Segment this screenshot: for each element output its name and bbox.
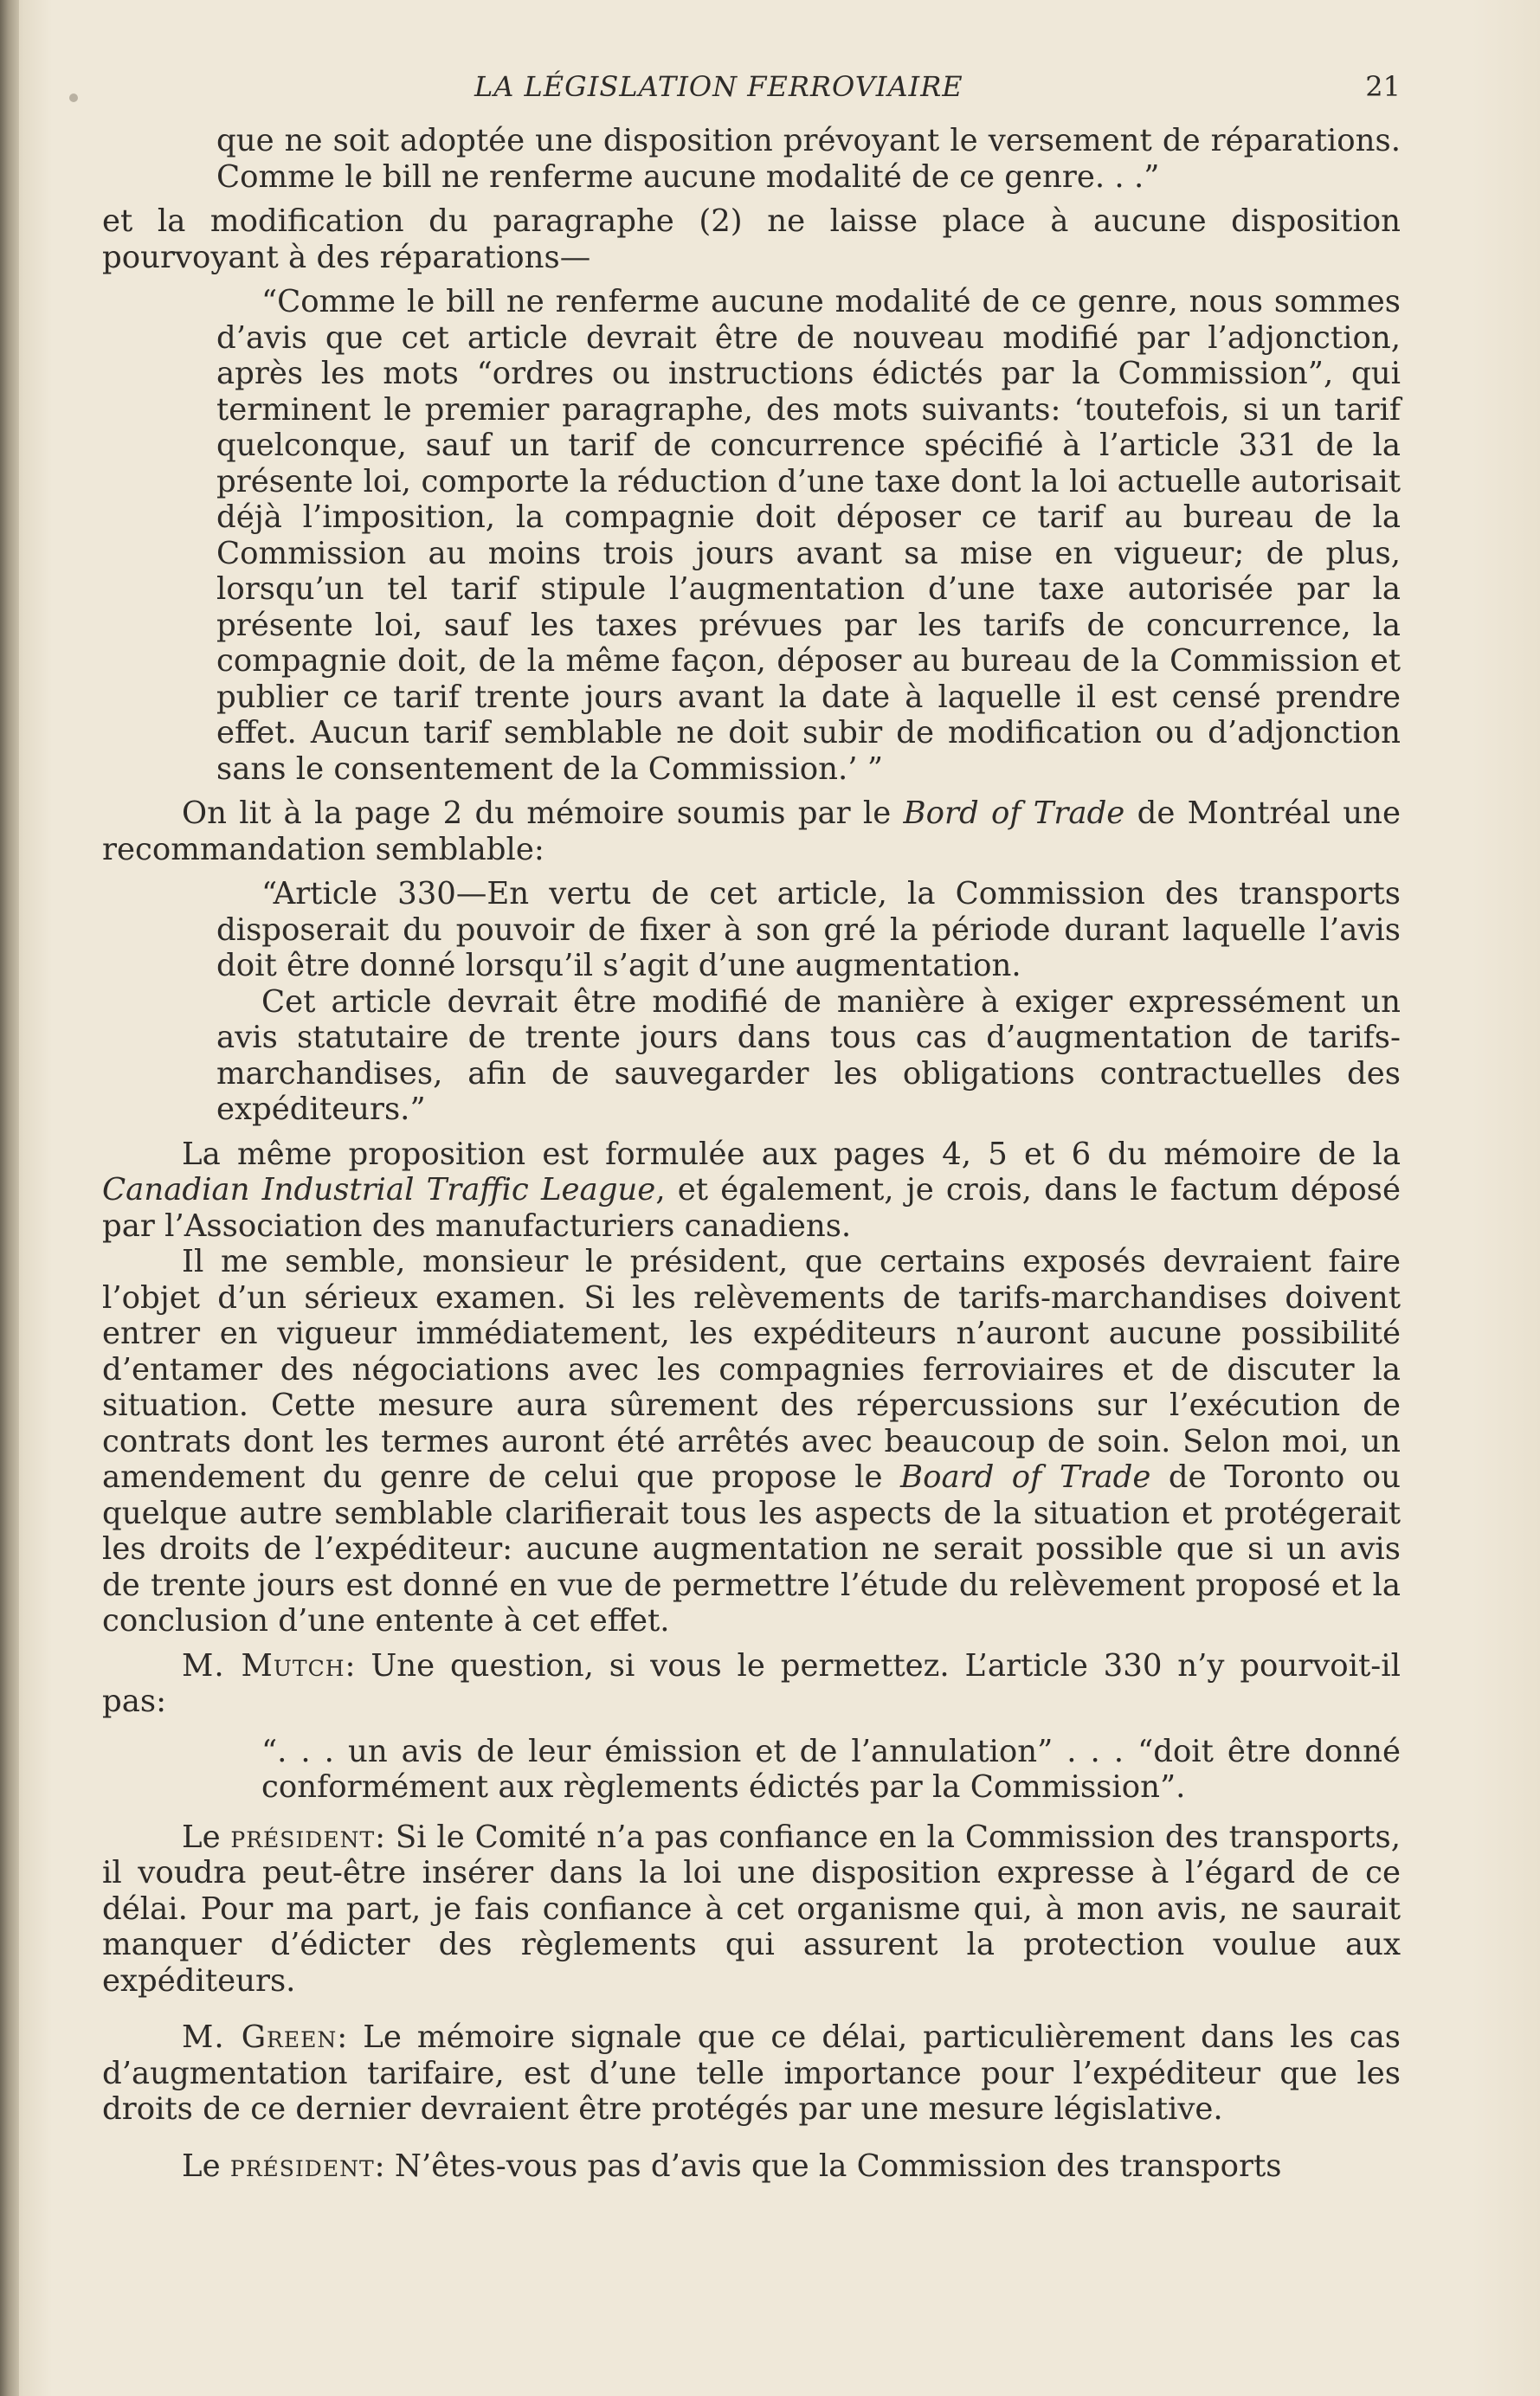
text-segment: : Si le Comité n’a pas confiance en la Commission des transports, il voudra peut-être insérer dans la loi une disposition expresse à l’égard de ce délai. Pour ma part, je fais confiance à cet organisme qui, à mon avis, ne saurait manquer d’édicter des règlements qui assurent la protection voulue aux expéditeurs. (102, 1819, 1401, 1999)
paragraph-quote-continuation: que ne soit adoptée une disposition prévoyant le versement de réparations. Comme le bill ne renferme aucune modalité de ce genre. . .” (216, 123, 1401, 195)
page-binding-edge (0, 0, 19, 2396)
text-segment: : Le mémoire signale que ce délai, particulièrement dans les cas d’augmentation tarifaire, est d’une telle importance pour l’expéditeur que les droits de ce dernier devraient être protégés par une mesure législative. (102, 2019, 1401, 2127)
paragraph-montreal-board (102, 795, 1401, 867)
page-number: 21 (1365, 70, 1401, 103)
text-segment: de Toronto ou quelque autre semblable clarifierait tous les aspects de la situation et protégerait les droits de l’expéditeur: aucune augmentation ne serait possible que si un avis de trente jours est donné en vue de permettre l’étude du relèvement proposé et la conclusion d’une entente à cet effet. (102, 1459, 1401, 1639)
italic-organization-name: Bord of Trade (903, 795, 1125, 831)
text-segment: La même proposition est formulée aux pages 4, 5 et 6 du mémoire de la (182, 1136, 1401, 1172)
paragraph-president-question (102, 2148, 1401, 2185)
running-title: LA LÉGISLATION FERROVIAIRE (474, 70, 963, 103)
text-segment: Le (182, 1819, 231, 1855)
text-segment: On lit à la page 2 du mémoire soumis par le (182, 795, 904, 831)
paragraph-quote-amendment: Cet article devrait être modifié de manière à exiger expressément un avis statutaire de trente jours dans tous cas d’augmentation de tarifs-marchandises, afin de sauvegarder les obligations contractuelles des expéditeurs.” (216, 983, 1401, 1127)
paragraph-examination (102, 1244, 1401, 1639)
speaker-name: M. Green (182, 2019, 338, 2055)
speaker-name: président (230, 1819, 376, 1855)
text-segment: , et également, je crois, dans le factum déposé par l’Association des manufacturiers canadiens. (102, 1172, 1401, 1244)
paragraph-traffic-league (102, 1137, 1401, 1245)
paragraph-green-remark (102, 2019, 1401, 2128)
text-segment: Le (182, 2148, 230, 2184)
paragraph-president-reply (102, 1820, 1401, 2000)
paragraph-modification: et la modification du paragraphe (2) ne laisse place à aucune disposition pourvoyant à des réparations— (102, 203, 1401, 275)
paragraph-quote-committee: “Comme le bill ne renferme aucune modalité de ce genre, nous sommes d’avis que cet article devrait être de nouveau modifié par l’adjonction, après les mots “ordres ou instructions édictés par la Commission”, qui terminent le premier paragraphe, des mots suivants: ‘toutefois, si un tarif quelconque, sauf un tarif de concurrence spécifié à l’article 331 de la présente loi, comporte la réduction d’une taxe dont la loi actuelle autorisait déjà l’imposition, la compagnie doit déposer ce tarif au bureau de la Commission au moins trois jours avant sa mise en vigueur; de plus, lorsqu’un tel tarif stipule l’augmentation d’une taxe autorisée par la présente loi, sauf les taxes prévues par les tarifs de concurrence, la compagnie doit, de la même façon, déposer au bureau de la Commission et publier ce tarif trente jours avant la date à laquelle il est censé prendre effet. Aucun tarif semblable ne doit subir de modification ou d’adjonction sans le consentement de la Commission.’ ” (216, 284, 1401, 787)
italic-organization-name: Board of Trade (899, 1459, 1151, 1495)
text-segment: : N’êtes-vous pas d’avis que la Commission des transports (374, 2148, 1282, 2184)
paragraph-quote-article-330: “Article 330—En vertu de cet article, la Commission des transports disposerait du pouvoir de fixer à son gré la période durant laquelle l’avis doit être donné lorsqu’il s’agit d’une augmentation. (216, 876, 1401, 983)
paragraph-quote-regulations: “. . . un avis de leur émission et de l’annulation” . . . “doit être donné conformément aux règlements édictés par la Commission”. (261, 1733, 1401, 1805)
speaker-name: président (229, 2148, 375, 2184)
page-header (102, 61, 1401, 123)
speaker-name: M. Mutch (182, 1647, 345, 1684)
italic-organization-name: Canadian Industrial Traffic League (102, 1172, 656, 1208)
text-segment: Il me semble, monsieur le président, que certains exposés devraient faire l’objet d’un sérieux examen. Si les relèvements de tarifs-marchandises doivent entrer en vigueur immédiatement, les expéditeurs n’auront aucune possibilité d’entamer des négociations avec les compagnies ferroviaires et de discuter la situation. Cette mesure aura sûrement des répercussions sur l’exécution de contrats dont les termes auront été arrêtés avec beaucoup de soin. Selon moi, un amendement du genre de celui que propose le (102, 1244, 1401, 1495)
page-text (102, 61, 1401, 2184)
text-segment: de Montréal une recommandation semblable: (102, 795, 1401, 867)
text-segment: : Une question, si vous le permettez. L’article 330 n’y pourvoit-il pas: (102, 1647, 1401, 1719)
stray-ink-mark (69, 93, 78, 102)
paragraph-mutch-question (102, 1648, 1401, 1720)
